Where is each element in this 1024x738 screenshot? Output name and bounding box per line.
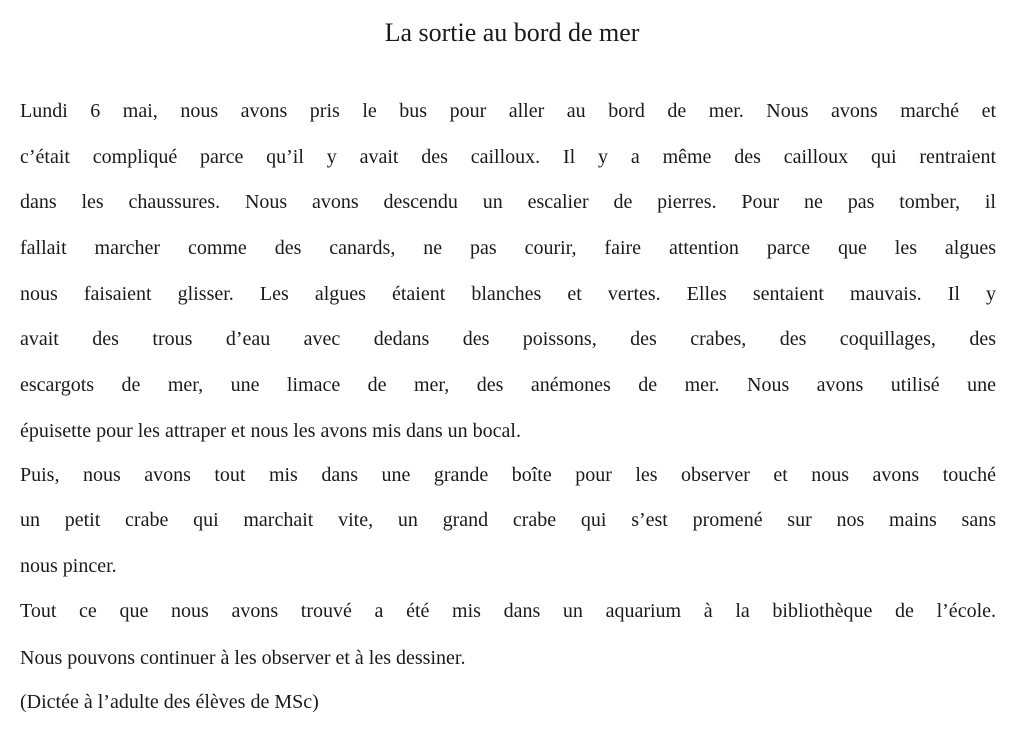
text-line: Nous pouvons continuer à les observer et à les dessiner. — [20, 647, 466, 669]
text-line: avait des trous d’eau avec dedans des poissons, des crabes, des coquillages, des — [20, 328, 996, 350]
text-line: c’était compliqué parce qu’il y avait des cailloux. Il y a même des cailloux qui rentraient — [20, 146, 996, 168]
text-line: nous pincer. — [20, 555, 117, 577]
text-line: Puis, nous avons tout mis dans une grande boîte pour les observer et nous avons touché — [20, 464, 996, 486]
text-line: un petit crabe qui marchait vite, un grand crabe qui s’est promené sur nos mains sans — [20, 509, 996, 531]
text-line: fallait marcher comme des canards, ne pas courir, faire attention parce que les algues — [20, 237, 996, 259]
text-line: escargots de mer, une limace de mer, des anémones de mer. Nous avons utilisé une — [20, 374, 996, 396]
text-line: épuisette pour les attraper et nous les avons mis dans un bocal. — [20, 420, 521, 442]
text-line: Lundi 6 mai, nous avons pris le bus pour aller au bord de mer. Nous avons marché et — [20, 100, 996, 122]
signature-line: (Dictée à l’adulte des élèves de MSc) — [20, 691, 319, 713]
text-line: nous faisaient glisser. Les algues étaient blanches et vertes. Elles sentaient mauvais. Il y — [20, 283, 996, 305]
text-line: Tout ce que nous avons trouvé a été mis dans un aquarium à la bibliothèque de l’école. — [20, 600, 996, 622]
document-title: La sortie au bord de mer — [384, 18, 640, 47]
text-line: dans les chaussures. Nous avons descendu un escalier de pierres. Pour ne pas tomber, il — [20, 191, 996, 213]
